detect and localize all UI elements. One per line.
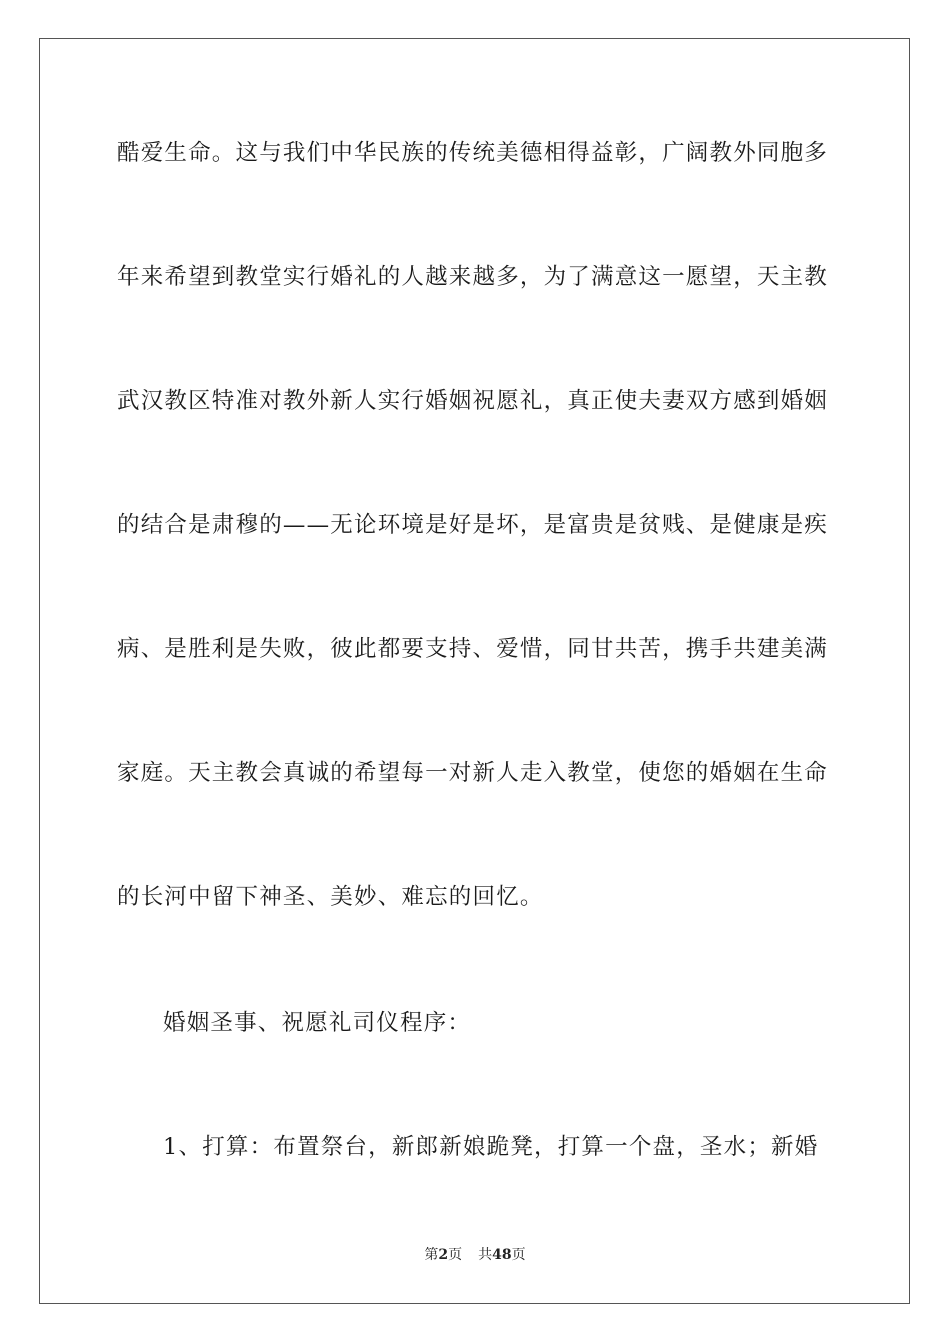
page-prefix: 第 bbox=[424, 1247, 439, 1263]
list-item-1: 1、打算：布置祭台，新郎新娘跪凳，打算一个盘，圣水；新婚 bbox=[163, 1134, 819, 1160]
page-number: 2 bbox=[438, 1247, 449, 1263]
body-text-line-1: 酷爱生命。这与我们中华民族的传统美德相得益彰，广阔教外同胞多 bbox=[117, 140, 829, 166]
body-text-line-2: 年来希望到教堂实行婚礼的人越来越多，为了满意这一愿望，天主教 bbox=[117, 264, 829, 290]
body-text-line-7: 的长河中留下神圣、美妙、难忘的回忆。 bbox=[117, 884, 544, 910]
page-border bbox=[39, 38, 910, 1304]
total-suffix: 页 bbox=[511, 1247, 526, 1263]
page-footer bbox=[0, 1245, 950, 1265]
page-suffix: 页 bbox=[448, 1247, 463, 1263]
total-pages: 48 bbox=[492, 1247, 512, 1263]
body-text-line-6: 家庭。天主教会真诚的希望每一对新人走入教堂，使您的婚姻在生命 bbox=[117, 760, 829, 786]
body-text-line-4: 的结合是肃穆的——无论环境是好是坏，是富贵是贫贱、是健康是疾 bbox=[117, 512, 829, 538]
section-heading: 婚姻圣事、祝愿礼司仪程序： bbox=[163, 1010, 472, 1036]
total-prefix: 共 bbox=[478, 1247, 493, 1263]
body-text-line-5: 病、是胜利是失败，彼此都要支持、爱惜，同甘共苦，携手共建美满 bbox=[117, 636, 829, 662]
body-text-line-3: 武汉教区特准对教外新人实行婚姻祝愿礼，真正使夫妻双方感到婚姻 bbox=[117, 388, 829, 414]
